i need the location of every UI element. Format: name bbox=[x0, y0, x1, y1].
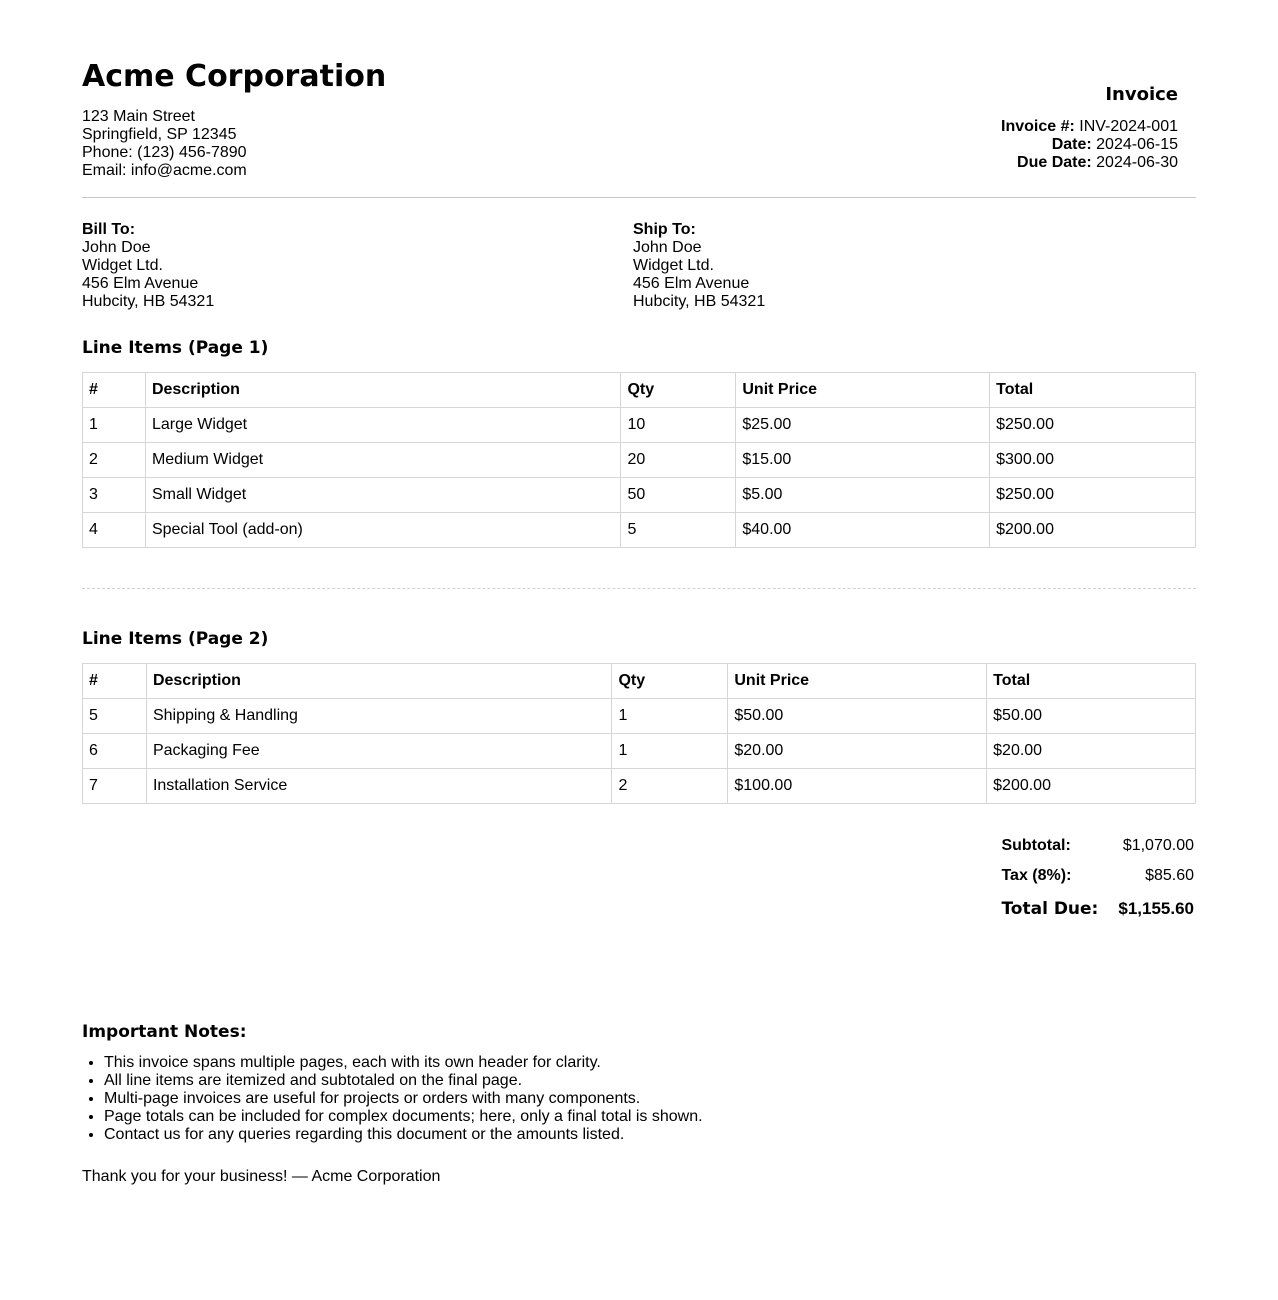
totals-table bbox=[1001, 831, 1194, 927]
item-number: 6 bbox=[83, 734, 147, 769]
item-total: $50.00 bbox=[987, 699, 1196, 734]
item-unit-price: $100.00 bbox=[728, 769, 987, 804]
item-description: Packaging Fee bbox=[146, 734, 612, 769]
line-items-page1-table bbox=[82, 372, 1196, 548]
column-header: Description bbox=[146, 664, 612, 699]
invoice-number-label: Invoice #: bbox=[1001, 118, 1075, 135]
table-row bbox=[83, 478, 1196, 513]
list-item: • Contact us for any queries regarding this document or the amounts listed. bbox=[104, 1126, 1196, 1144]
item-description: Large Widget bbox=[145, 408, 621, 443]
list-item: • Page totals can be included for complex documents; here, only a final total is shown. bbox=[104, 1108, 1196, 1126]
important-notes bbox=[82, 1022, 1196, 1144]
column-header: Total bbox=[987, 664, 1196, 699]
item-qty: 1 bbox=[612, 734, 728, 769]
total-due-label: Total Due: bbox=[1001, 899, 1099, 919]
bill-to bbox=[82, 221, 633, 311]
item-number: 2 bbox=[83, 443, 146, 478]
company-city: Springfield, SP 12345 bbox=[82, 126, 237, 143]
column-header: # bbox=[83, 664, 147, 699]
tax-value: $85.60 bbox=[1145, 867, 1194, 884]
ship-to-title: Ship To: bbox=[633, 221, 696, 238]
invoice-date-label: Date: bbox=[1051, 136, 1092, 153]
ship-to-city: Hubcity, HB 54321 bbox=[633, 293, 766, 310]
subtotal-value: $1,070.00 bbox=[1122, 837, 1194, 854]
item-number: 7 bbox=[83, 769, 147, 804]
invoice-meta bbox=[1001, 58, 1178, 172]
column-header: Unit Price bbox=[728, 664, 987, 699]
invoice-page bbox=[82, 0, 1196, 1186]
company-email: Email: info@acme.com bbox=[82, 162, 247, 179]
item-description: Installation Service bbox=[146, 769, 612, 804]
notes-list bbox=[82, 1054, 1196, 1144]
bill-to-street: 456 Elm Avenue bbox=[82, 275, 199, 292]
column-header: Unit Price bbox=[736, 373, 990, 408]
tax-label: Tax (8%): bbox=[1001, 867, 1072, 884]
ship-to bbox=[633, 221, 1184, 311]
table-row bbox=[83, 699, 1196, 734]
invoice-date: 2024-06-15 bbox=[1096, 136, 1178, 153]
item-unit-price: $40.00 bbox=[736, 513, 990, 548]
item-total: $300.00 bbox=[990, 443, 1196, 478]
invoice-due-date: 2024-06-30 bbox=[1096, 154, 1178, 171]
bill-to-title: Bill To: bbox=[82, 221, 136, 238]
item-qty: 1 bbox=[612, 699, 728, 734]
table-row bbox=[83, 769, 1196, 804]
invoice-label: Invoice bbox=[1105, 84, 1178, 105]
item-total: $250.00 bbox=[990, 478, 1196, 513]
page-break-divider bbox=[82, 588, 1196, 589]
item-unit-price: $50.00 bbox=[728, 699, 987, 734]
table-row bbox=[83, 443, 1196, 478]
company-phone: Phone: (123) 456-7890 bbox=[82, 144, 247, 161]
item-total: $250.00 bbox=[990, 408, 1196, 443]
invoice-number: INV-2024-001 bbox=[1079, 118, 1178, 135]
column-header: Qty bbox=[621, 373, 736, 408]
total-due-value: $1,155.60 bbox=[1118, 899, 1194, 918]
company-info bbox=[82, 58, 386, 180]
subtotal-label: Subtotal: bbox=[1001, 837, 1071, 854]
item-number: 4 bbox=[83, 513, 146, 548]
item-unit-price: $25.00 bbox=[736, 408, 990, 443]
line-items-page2-table bbox=[82, 663, 1196, 804]
item-qty: 50 bbox=[621, 478, 736, 513]
company-address bbox=[82, 108, 386, 180]
company-street: 123 Main Street bbox=[82, 108, 195, 125]
tax-row bbox=[1001, 861, 1194, 891]
invoice-due-row bbox=[1001, 154, 1178, 172]
item-total: $20.00 bbox=[987, 734, 1196, 769]
total-due-row bbox=[1001, 891, 1194, 927]
line-items-page1-title: Line Items (Page 1) bbox=[82, 338, 269, 358]
item-unit-price: $5.00 bbox=[736, 478, 990, 513]
item-description: Small Widget bbox=[145, 478, 621, 513]
item-total: $200.00 bbox=[990, 513, 1196, 548]
invoice-date-row bbox=[1001, 136, 1178, 154]
bill-to-company: Widget Ltd. bbox=[82, 257, 163, 274]
ship-to-name: John Doe bbox=[633, 239, 702, 256]
item-qty: 10 bbox=[621, 408, 736, 443]
column-header: Qty bbox=[612, 664, 728, 699]
addresses bbox=[82, 221, 1196, 311]
list-item: • Multi-page invoices are useful for projects or orders with many components. bbox=[104, 1090, 1196, 1108]
item-total: $200.00 bbox=[987, 769, 1196, 804]
invoice-header bbox=[82, 58, 1196, 198]
item-unit-price: $20.00 bbox=[728, 734, 987, 769]
notes-title: Important Notes: bbox=[82, 1022, 247, 1042]
list-item: • All line items are itemized and subtotaled on the final page. bbox=[104, 1072, 1196, 1090]
table-row bbox=[83, 513, 1196, 548]
column-header: Total bbox=[990, 373, 1196, 408]
list-item: • This invoice spans multiple pages, each with its own header for clarity. bbox=[104, 1054, 1196, 1072]
invoice-number-row bbox=[1001, 118, 1178, 136]
bill-to-name: John Doe bbox=[82, 239, 151, 256]
item-description: Special Tool (add-on) bbox=[145, 513, 621, 548]
thank-you-message: Thank you for your business! — Acme Corporation bbox=[82, 1168, 441, 1185]
table-row bbox=[83, 734, 1196, 769]
item-description: Shipping & Handling bbox=[146, 699, 612, 734]
column-header: # bbox=[83, 373, 146, 408]
item-unit-price: $15.00 bbox=[736, 443, 990, 478]
item-description: Medium Widget bbox=[145, 443, 621, 478]
table-header-row bbox=[83, 664, 1196, 699]
table-row bbox=[83, 408, 1196, 443]
bill-to-city: Hubcity, HB 54321 bbox=[82, 293, 215, 310]
item-qty: 20 bbox=[621, 443, 736, 478]
item-number: 3 bbox=[83, 478, 146, 513]
column-header: Description bbox=[145, 373, 621, 408]
table-header-row bbox=[83, 373, 1196, 408]
item-qty: 2 bbox=[612, 769, 728, 804]
subtotal-row bbox=[1001, 831, 1194, 861]
company-name: Acme Corporation bbox=[82, 59, 387, 94]
item-qty: 5 bbox=[621, 513, 736, 548]
item-number: 1 bbox=[83, 408, 146, 443]
invoice-due-label: Due Date: bbox=[1017, 154, 1092, 171]
line-items-page2-title: Line Items (Page 2) bbox=[82, 629, 269, 649]
ship-to-street: 456 Elm Avenue bbox=[633, 275, 750, 292]
ship-to-company: Widget Ltd. bbox=[633, 257, 714, 274]
item-number: 5 bbox=[83, 699, 147, 734]
totals-summary bbox=[82, 831, 1196, 927]
